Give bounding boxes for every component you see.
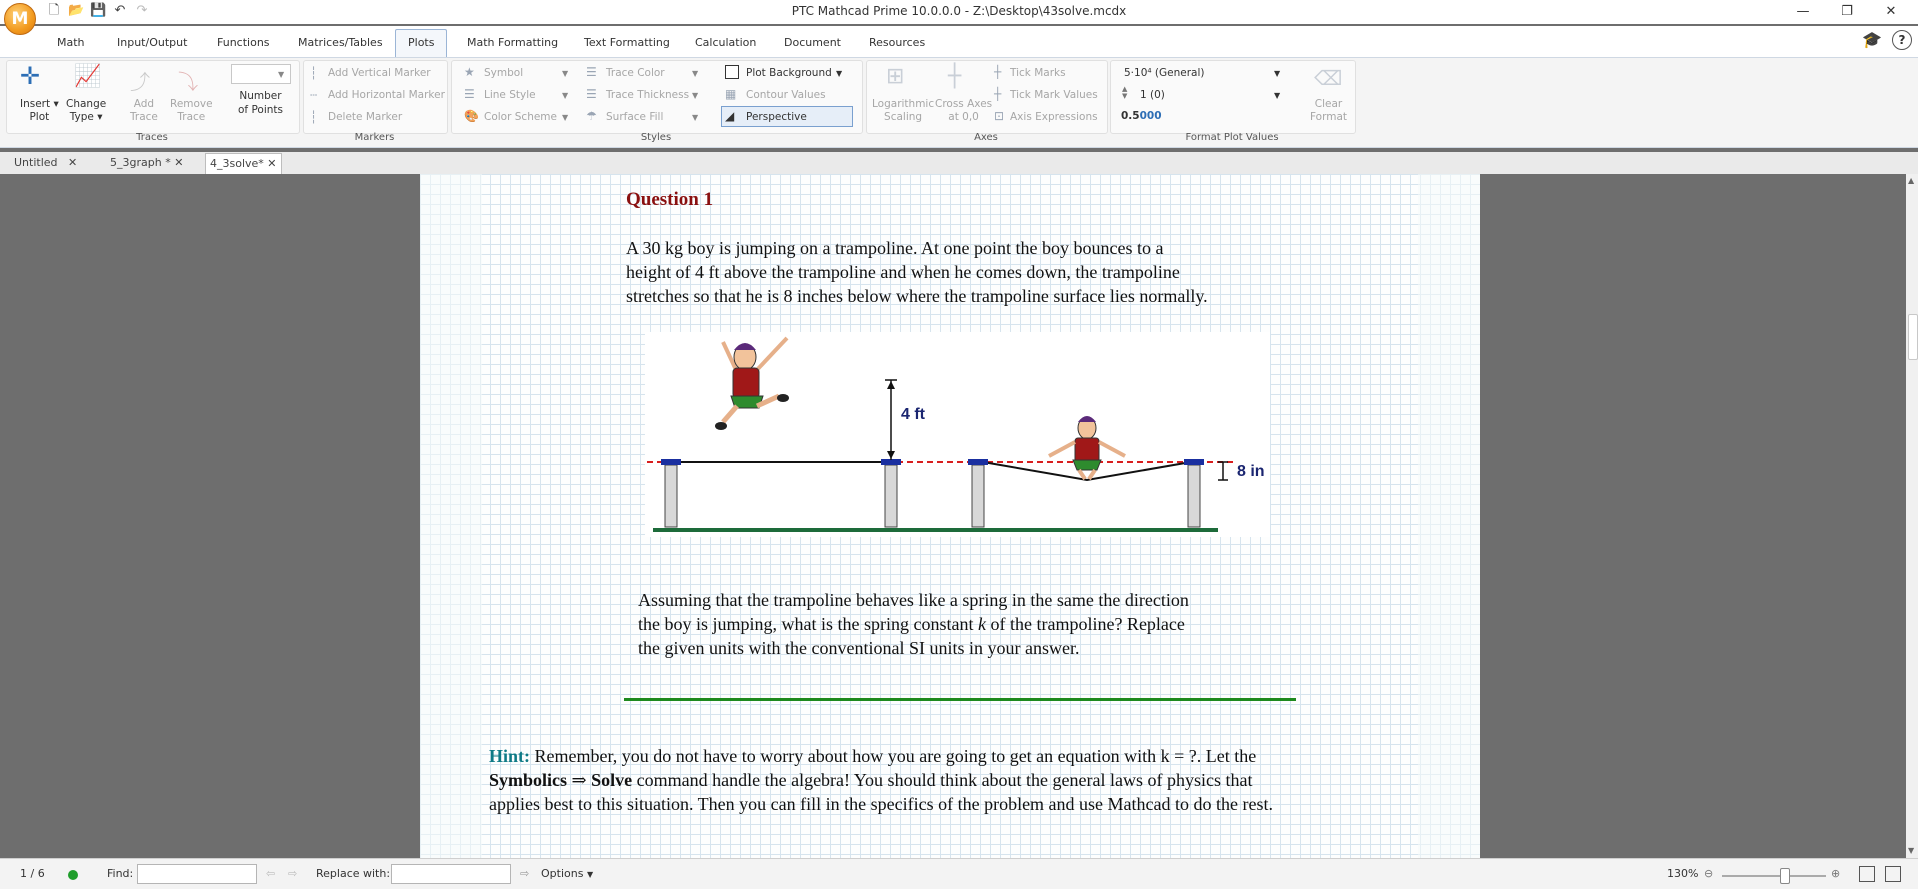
add-trace-icon: ⤴ xyxy=(130,70,150,94)
chevron-down-icon: ▼ xyxy=(562,91,569,100)
tab-plots[interactable]: Plots xyxy=(408,36,435,49)
find-input[interactable] xyxy=(137,864,257,884)
close-window-button[interactable]: ✕ xyxy=(1885,4,1897,19)
chevron-down-icon: ▼ xyxy=(562,69,569,78)
cross-axes-button[interactable]: Cross Axes at 0,0 xyxy=(935,98,993,123)
page-margin-right xyxy=(1418,174,1480,858)
page-indicator: 1 / 6 xyxy=(20,867,45,880)
traces-group-label: Traces xyxy=(136,132,168,143)
tab-math[interactable]: Math xyxy=(57,36,85,49)
page-margin-left xyxy=(420,174,482,858)
chevron-down-icon: ▼ xyxy=(1274,91,1281,100)
chevron-down-icon: ▼ xyxy=(586,870,594,879)
close-icon[interactable]: ✕ xyxy=(267,157,277,170)
find-next-icon[interactable]: ⇨ xyxy=(288,867,298,880)
question-title[interactable]: Question 1 xyxy=(626,189,714,210)
zoom-out-icon[interactable]: ⊖ xyxy=(1704,867,1714,880)
hint-line: applies best to this situation. Then you can fill in the specifics of the problem and use Mathcad to do the rest. xyxy=(489,794,1273,814)
change-type-icon: 📈 xyxy=(74,64,102,89)
open-folder-icon[interactable]: 📂 xyxy=(68,3,85,18)
calculation-status-icon xyxy=(68,870,78,880)
axis-expressions-button[interactable]: Axis Expressions xyxy=(1010,111,1098,123)
trace-thickness-icon: ☰ xyxy=(586,87,597,101)
chevron-down-icon: ▼ xyxy=(1274,69,1281,78)
doc-tab-4-3solve[interactable]: 4_3solve* ✕ xyxy=(205,153,282,174)
hint-label: Hint: xyxy=(489,746,531,766)
chevron-down-icon: ▼ xyxy=(692,91,699,100)
line-style-dropdown[interactable]: Line Style xyxy=(484,89,536,101)
zoom-slider-thumb[interactable] xyxy=(1780,868,1790,884)
cross-axes-icon: ┼ xyxy=(948,64,962,89)
tab-resources[interactable]: Resources xyxy=(869,36,926,49)
tab-matrices-tables[interactable]: Matrices/Tables xyxy=(298,36,383,49)
chevron-down-icon: ▼ xyxy=(836,69,843,78)
vertical-marker-icon: ┆ xyxy=(310,66,318,80)
horizontal-marker-icon: ┄ xyxy=(310,88,318,102)
zoom-in-icon[interactable]: ⊕ xyxy=(1831,867,1841,880)
hint-region[interactable] xyxy=(489,744,1419,816)
question-line: the given units with the conventional SI units in your answer. xyxy=(638,638,1080,658)
find-label: Find: xyxy=(107,867,134,880)
hint-line: Hint: Remember, you do not have to worry about how you are going to get an equation with k = ?. Let the xyxy=(489,746,1257,766)
trace-thickness-dropdown[interactable]: Trace Thickness xyxy=(606,89,690,101)
minimize-button[interactable]: — xyxy=(1796,4,1810,19)
chevron-down-icon: ▼ xyxy=(692,113,699,122)
contour-values-button[interactable]: Contour Values xyxy=(746,89,826,101)
scroll-down-icon[interactable]: ▼ xyxy=(1908,846,1915,855)
trace-color-dropdown[interactable]: Trace Color xyxy=(606,67,665,79)
remove-trace-icon: ⤵ xyxy=(178,70,198,94)
replace-icon[interactable]: ⇨ xyxy=(520,867,530,880)
hint-line: Symbolics ⇒ Solve command handle the algebra! You should think about the general laws of physics that xyxy=(489,770,1253,790)
height-label: 4 ft xyxy=(901,406,925,423)
symbol-icon: ★ xyxy=(464,65,475,79)
format-dropdown[interactable]: 5·10⁴ (General) xyxy=(1124,67,1205,79)
tick-marks-icon: ┼ xyxy=(994,65,1002,79)
color-scheme-dropdown[interactable]: Color Scheme xyxy=(484,111,557,123)
delete-marker-icon: ┆ xyxy=(310,110,318,124)
chevron-down-icon: ▼ xyxy=(278,70,285,79)
question-prompt-region[interactable] xyxy=(638,588,1328,660)
question-line: Assuming that the trampoline behaves like a spring in the same the direction xyxy=(638,590,1189,610)
logarithmic-scaling-icon: ⊞ xyxy=(886,64,905,89)
vertical-scrollbar[interactable] xyxy=(1906,174,1918,858)
styles-group-label: Styles xyxy=(640,132,672,143)
page-view-icon[interactable] xyxy=(1859,866,1875,882)
doc-tab-untitled[interactable]: Untitled ✕ xyxy=(14,156,78,169)
draft-view-icon[interactable] xyxy=(1885,866,1901,882)
learning-cap-icon[interactable]: 🎓 xyxy=(1862,30,1882,49)
axis-expressions-icon: ⊡ xyxy=(994,109,1005,123)
plot-background-dropdown[interactable]: Plot Background xyxy=(746,67,832,79)
tick-marks-button[interactable]: Tick Marks xyxy=(1010,67,1066,79)
contour-values-icon: ▦ xyxy=(725,87,737,101)
symbol-dropdown[interactable]: Symbol xyxy=(484,67,524,79)
plot-background-icon xyxy=(725,65,739,79)
delete-marker-button[interactable]: Delete Marker xyxy=(328,111,403,123)
change-type-button[interactable]: Change Type ▾ xyxy=(66,98,107,123)
line-style-icon: ☰ xyxy=(464,87,475,101)
tick-mark-values-icon: ┼ xyxy=(994,87,1002,101)
add-vertical-marker-button[interactable]: Add Vertical Marker xyxy=(328,67,431,79)
insert-plot-button[interactable]: Insert ▾ Plot xyxy=(20,98,59,123)
add-horizontal-marker-button[interactable]: Add Horizontal Marker xyxy=(328,89,445,101)
tab-math-formatting[interactable]: Math Formatting xyxy=(467,36,559,49)
scroll-up-icon[interactable]: ▲ xyxy=(1908,176,1915,185)
precision-spinner-icon[interactable]: ▲ ▼ xyxy=(1122,85,1128,100)
doc-tab-5-3graph[interactable]: 5_3graph * ✕ xyxy=(110,156,184,169)
precision-dropdown[interactable]: 1 (0) xyxy=(1140,89,1165,101)
tick-mark-values-button[interactable]: Tick Mark Values xyxy=(1010,89,1098,101)
tab-document[interactable]: Document xyxy=(784,36,841,49)
chevron-down-icon: ▼ xyxy=(692,69,699,78)
trampoline-drawing xyxy=(645,332,1270,537)
undo-icon[interactable]: ↶ xyxy=(114,3,126,18)
window-title: PTC Mathcad Prime 10.0.0.0 - Z:\Desktop\43solve.mcdx xyxy=(791,4,1127,18)
find-previous-icon[interactable]: ⇦ xyxy=(266,867,276,880)
replace-label: Replace with: xyxy=(316,867,391,880)
format-plot-values-group-label: Format Plot Values xyxy=(1185,132,1279,143)
options-dropdown[interactable]: Options ▼ xyxy=(541,867,594,880)
variable-k: k xyxy=(977,614,986,634)
restore-button[interactable]: ❐ xyxy=(1841,4,1853,19)
mathcad-logo-icon[interactable]: M xyxy=(4,3,36,35)
remove-trace-button[interactable]: Remove Trace xyxy=(170,98,213,123)
markers-group-label: Markers xyxy=(354,132,395,143)
color-scheme-icon: 🎨 xyxy=(464,109,479,123)
redo-icon[interactable]: ↷ xyxy=(136,3,148,18)
surface-fill-icon: ☂ xyxy=(586,109,597,123)
stretch-label: 8 in xyxy=(1237,463,1265,480)
trampoline-illustration[interactable] xyxy=(645,332,1270,537)
question-text-region[interactable] xyxy=(626,236,1326,308)
tab-functions[interactable]: Functions xyxy=(217,36,270,49)
perspective-button[interactable]: Perspective xyxy=(746,111,807,123)
tab-input-output[interactable]: Input/Output xyxy=(117,36,188,49)
chevron-down-icon: ▼ xyxy=(562,113,569,122)
replace-input[interactable] xyxy=(391,864,511,884)
clear-format-icon: ⌫ xyxy=(1314,66,1343,90)
perspective-icon: ◢ xyxy=(725,109,735,123)
question-line: stretches so that he is 8 inches below where the trampoline surface lies normally. xyxy=(626,286,1208,306)
question-line: height of 4 ft above the trampoline and when he comes down, the trampoline xyxy=(626,262,1180,282)
section-divider xyxy=(624,698,1296,701)
question-line: A 30 kg boy is jumping on a trampoline. At one point the boy bounces to a xyxy=(626,238,1164,258)
number-of-points-label: Number of Points xyxy=(238,90,283,116)
close-icon[interactable]: ✕ xyxy=(68,156,78,169)
tab-text-formatting[interactable]: Text Formatting xyxy=(584,36,670,49)
save-icon[interactable]: 💾 xyxy=(90,3,107,18)
tab-calculation[interactable]: Calculation xyxy=(695,36,757,49)
question-line: the boy is jumping, what is the spring constant k of the trampoline? Replace xyxy=(638,614,1185,634)
logarithmic-scaling-button[interactable]: Logarithmic Scaling xyxy=(872,98,935,123)
clear-format-button[interactable]: Clear Format xyxy=(1310,98,1348,123)
add-trace-button[interactable]: Add Trace xyxy=(130,98,158,123)
format-sample-value: 0.5000 xyxy=(1121,110,1162,122)
scrollbar-thumb[interactable] xyxy=(1908,314,1918,360)
insert-plot-icon: ✛ xyxy=(20,62,41,90)
trace-color-icon: ☰ xyxy=(586,65,597,79)
ribbon-tab-bar xyxy=(0,26,1918,58)
zoom-level: 130% xyxy=(1667,867,1699,880)
document-tab-bar xyxy=(0,152,1918,175)
new-document-icon[interactable]: 🗋 xyxy=(48,3,60,18)
help-icon[interactable]: ? xyxy=(1892,30,1912,50)
surface-fill-dropdown[interactable]: Surface Fill xyxy=(606,111,664,123)
close-icon[interactable]: ✕ xyxy=(174,156,184,169)
axes-group-label: Axes xyxy=(974,132,998,143)
zoom-slider-track[interactable] xyxy=(1722,875,1826,877)
